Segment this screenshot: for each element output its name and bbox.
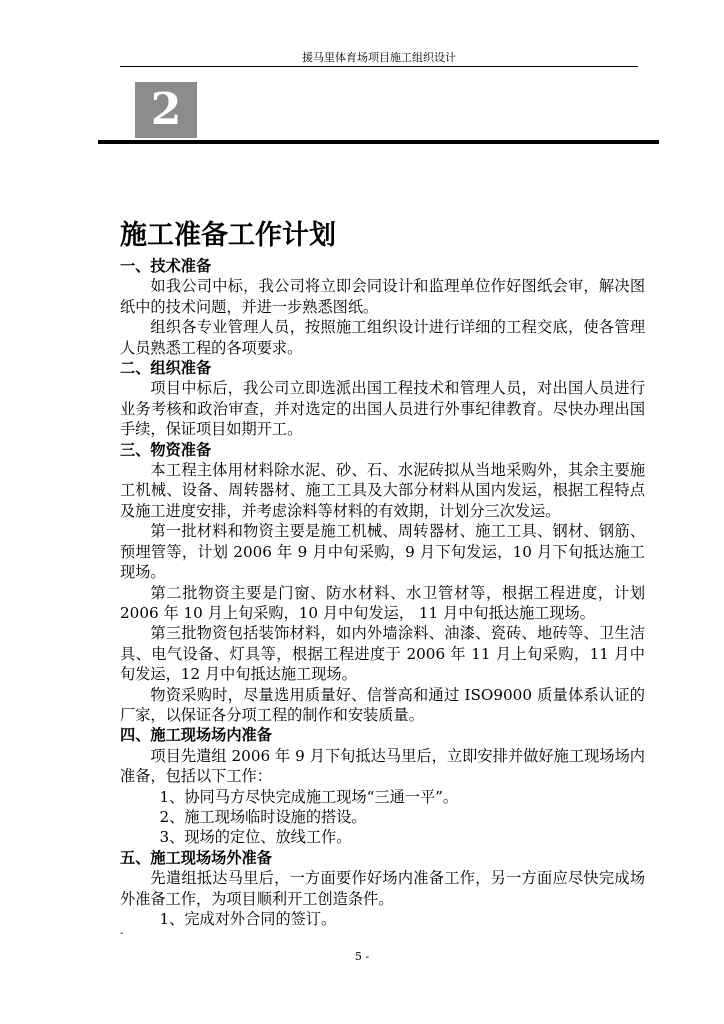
section-heading: 二、组织准备 [120, 359, 212, 378]
list-item: 3、现场的定位、放线工作。 [159, 828, 352, 847]
paragraph: 第二批物资主要是门窗、防水材料、水卫管材等，根据工程进度，计划 2006 年 10 月上旬采购，10 月中旬发运， 11 月中旬抵达施工现场。 [120, 583, 645, 622]
list-item: 2、施工现场临时设施的搭设。 [159, 807, 367, 826]
paragraph: 先遣组抵达马里后，一方面要作好场内准备工作，另一方面应尽快完成场外准备工作，为项目顺利开工创造条件。 [120, 869, 645, 908]
page-number: 5 - [354, 950, 370, 963]
document-body [120, 256, 645, 929]
page-title: 施工准备工作计划 [120, 220, 336, 251]
section-heading: 一、技术准备 [120, 257, 212, 275]
paragraph: 第三批物资包括装饰材料，如内外墙涂料、油漆、瓷砖、地砖等、卫生洁具、电气设备、灯具等，根据工程进度于 2006 年 11 月上旬采购，11 月中旬发运，12 月中旬抵达施工现场。 [120, 624, 645, 684]
paragraph: 物资采购时，尽量选用质量好、信誉高和通过 ISO9000 质量体系认证的厂家，以保证各分项工程的制作和安装质量。 [120, 685, 645, 724]
section-heading: 四、施工现场场内准备 [120, 726, 272, 745]
header-rule [120, 66, 638, 67]
paragraph: 项目中标后，我公司立即选派出国工程技术和管理人员，对出国人员进行业务考核和政治审查，并对选定的出国人员进行外事纪律教育。尽快办理出国手续，保证项目如期开工。 [120, 379, 645, 439]
paragraph: 项目先遣组 2006 年 9 月下旬抵达马里后，立即安排并做好施工现场场内准备，包括以下工作： [120, 746, 645, 786]
paragraph: 第一批材料和物资主要是施工机械、周转器材、施工工具、钢材、钢筋、预埋管等，计划 2006 年 9 月中旬采购，9 月下旬发运，10 月下旬抵达施工现场。 [120, 522, 645, 582]
list-item: 1、协同马方尽快完成施工现场“三通一平”。 [159, 787, 459, 806]
list-item: 1、完成对外合同的签订。 [159, 910, 337, 928]
chapter-number-box: 2 [135, 82, 197, 138]
paragraph: 组织各专业管理人员，按照施工组织设计进行详细的工程交底，使各管理人员熟悉工程的各项要求。 [120, 318, 645, 357]
running-header: 援马里体育场项目施工组织设计 [302, 51, 456, 64]
chapter-divider-bar [98, 140, 659, 144]
paragraph: 如我公司中标，我公司将立即会同设计和监理单位作好图纸会审，解决图纸中的技术问题，并进一步熟悉图纸。 [120, 277, 645, 316]
footer-mark: - [120, 928, 124, 939]
section-heading: 三、物资准备 [120, 440, 212, 459]
section-heading: 五、施工现场场外准备 [120, 848, 272, 867]
paragraph: 本工程主体用材料除水泥、砂、石、水泥砖拟从当地采购外，其余主要施工机械、设备、周转器材、施工工具及大部分材料从国内发运，根据工程特点及施工进度安排，并考虑涂料等材料的有效期，计划分三次发运。 [120, 461, 645, 520]
